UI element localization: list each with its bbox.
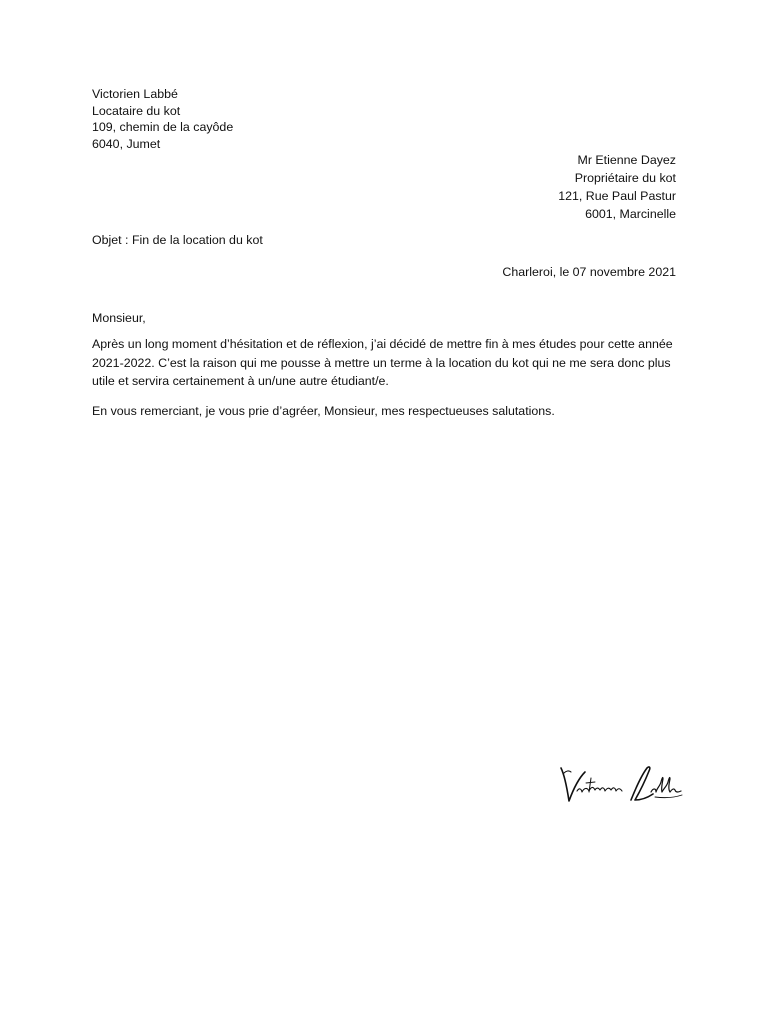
closing-paragraph: En vous remerciant, je vous prie d’agréer, Monsieur, mes respectueuses salutations.	[92, 403, 555, 418]
recipient-role: Propriétaire du kot	[574, 171, 676, 185]
signature-drawing	[555, 748, 695, 818]
sender-street: 109, chemin de la cayôde	[92, 120, 234, 134]
sender-address-block	[92, 86, 233, 152]
sender-city: 6040, Jumet	[92, 136, 161, 151]
letter-body	[92, 335, 682, 431]
recipient-street: 121, Rue Paul Pastur	[558, 189, 676, 203]
recipient-name: Mr Etienne Dayez	[577, 153, 676, 167]
recipient-city: 6001, Marcinelle	[585, 207, 676, 221]
recipient-address-block	[558, 151, 676, 223]
letter-subject: Objet : Fin de la location du kot	[92, 233, 263, 247]
handwritten-signature	[555, 748, 695, 818]
letter-date: Charleroi, le 07 novembre 2021	[502, 265, 676, 279]
letter-salutation: Monsieur,	[92, 311, 146, 325]
body-paragraph: Après un long moment d’hésitation et de réflexion, j’ai décidé de mettre fin à mes études pour cette année 2021-2022. C’est la raison qui me pousse à mettre un terme à la location du kot qui ne me sera donc plus utile et servira certainement à un/une autre étudiant/e.	[92, 337, 673, 388]
sender-name: Victorien Labbé	[92, 87, 178, 101]
sender-role: Locataire du kot	[92, 103, 181, 118]
